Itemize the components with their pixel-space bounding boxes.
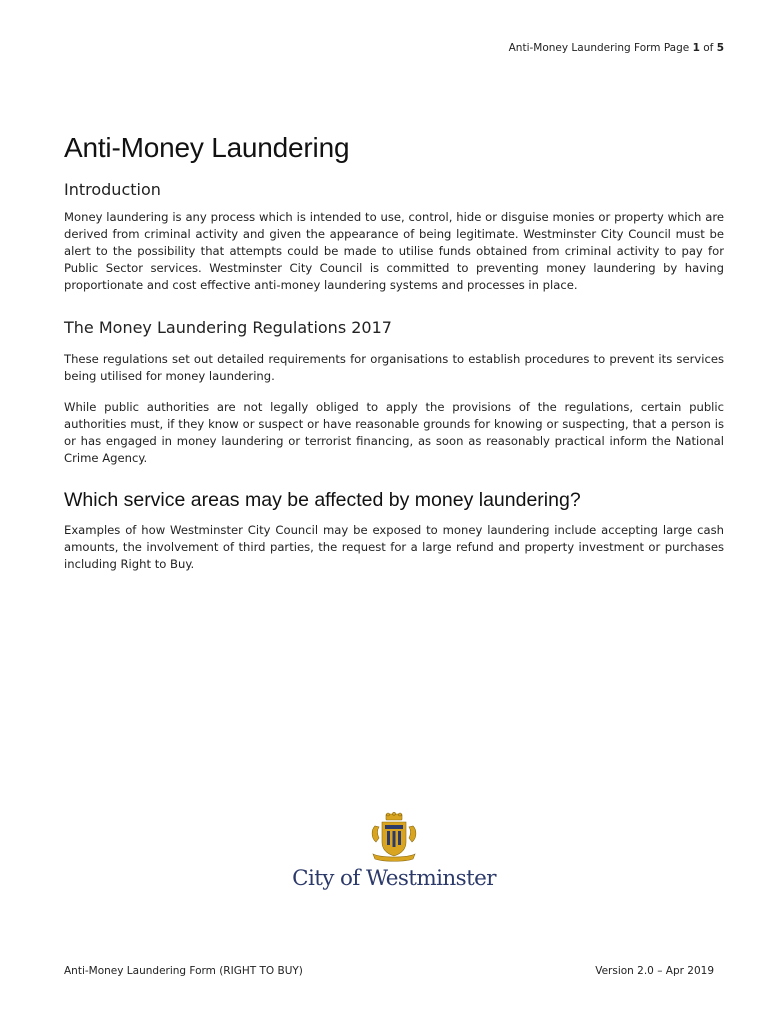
footer-form-name: Anti-Money Laundering Form (RIGHT TO BUY)	[64, 965, 303, 977]
service-areas-paragraph: Examples of how Westminster City Council may be exposed to money laundering include accepting large cash amounts, the involvement of third parties, the request for a large refund and property investment or purchases including Right to Buy.	[64, 523, 724, 571]
logo-text: City of Westminster	[292, 866, 496, 891]
introduction-heading: Introduction	[64, 180, 161, 199]
page-header	[509, 42, 724, 54]
header-of: of	[699, 42, 717, 54]
regulations-paragraph-1: These regulations set out detailed requirements for organisations to establish procedures to prevent its services being utilised for money laundering.	[64, 352, 724, 383]
introduction-paragraph: Money laundering is any process which is intended to use, control, hide or disguise monies or property which are derived from criminal activity and given the appearance of being legitimate. Westminster City Council must be alert to the possibility that attempts could be made to utilise funds obtained from criminal activity to pay for Public Sector services. Westminster City Council is committed to preventing money laundering by having proportionate and cost effective anti-money laundering systems and processes in place.	[64, 210, 724, 292]
city-of-westminster-logo	[284, 812, 504, 891]
westminster-crest-icon	[367, 812, 421, 862]
header-page-current: 1	[692, 42, 700, 54]
header-prefix: Anti-Money Laundering Form Page	[508, 42, 693, 54]
service-areas-heading: Which service areas may be affected by money laundering?	[64, 489, 581, 511]
header-page-total: 5	[716, 42, 724, 54]
footer-version: Version 2.0 – Apr 2019	[595, 965, 714, 977]
document-body	[64, 132, 724, 573]
regulations-paragraph-2: While public authorities are not legally obliged to apply the provisions of the regulations, certain public authorities must, if they know or suspect or have reasonable grounds for knowing or suspecting, that a person is or has engaged in money laundering or terrorist financing, as soon as reasonably practical inform the National Crime Agency.	[64, 400, 724, 465]
regulations-heading: The Money Laundering Regulations 2017	[64, 318, 392, 337]
page-title: Anti-Money Laundering	[64, 132, 350, 163]
